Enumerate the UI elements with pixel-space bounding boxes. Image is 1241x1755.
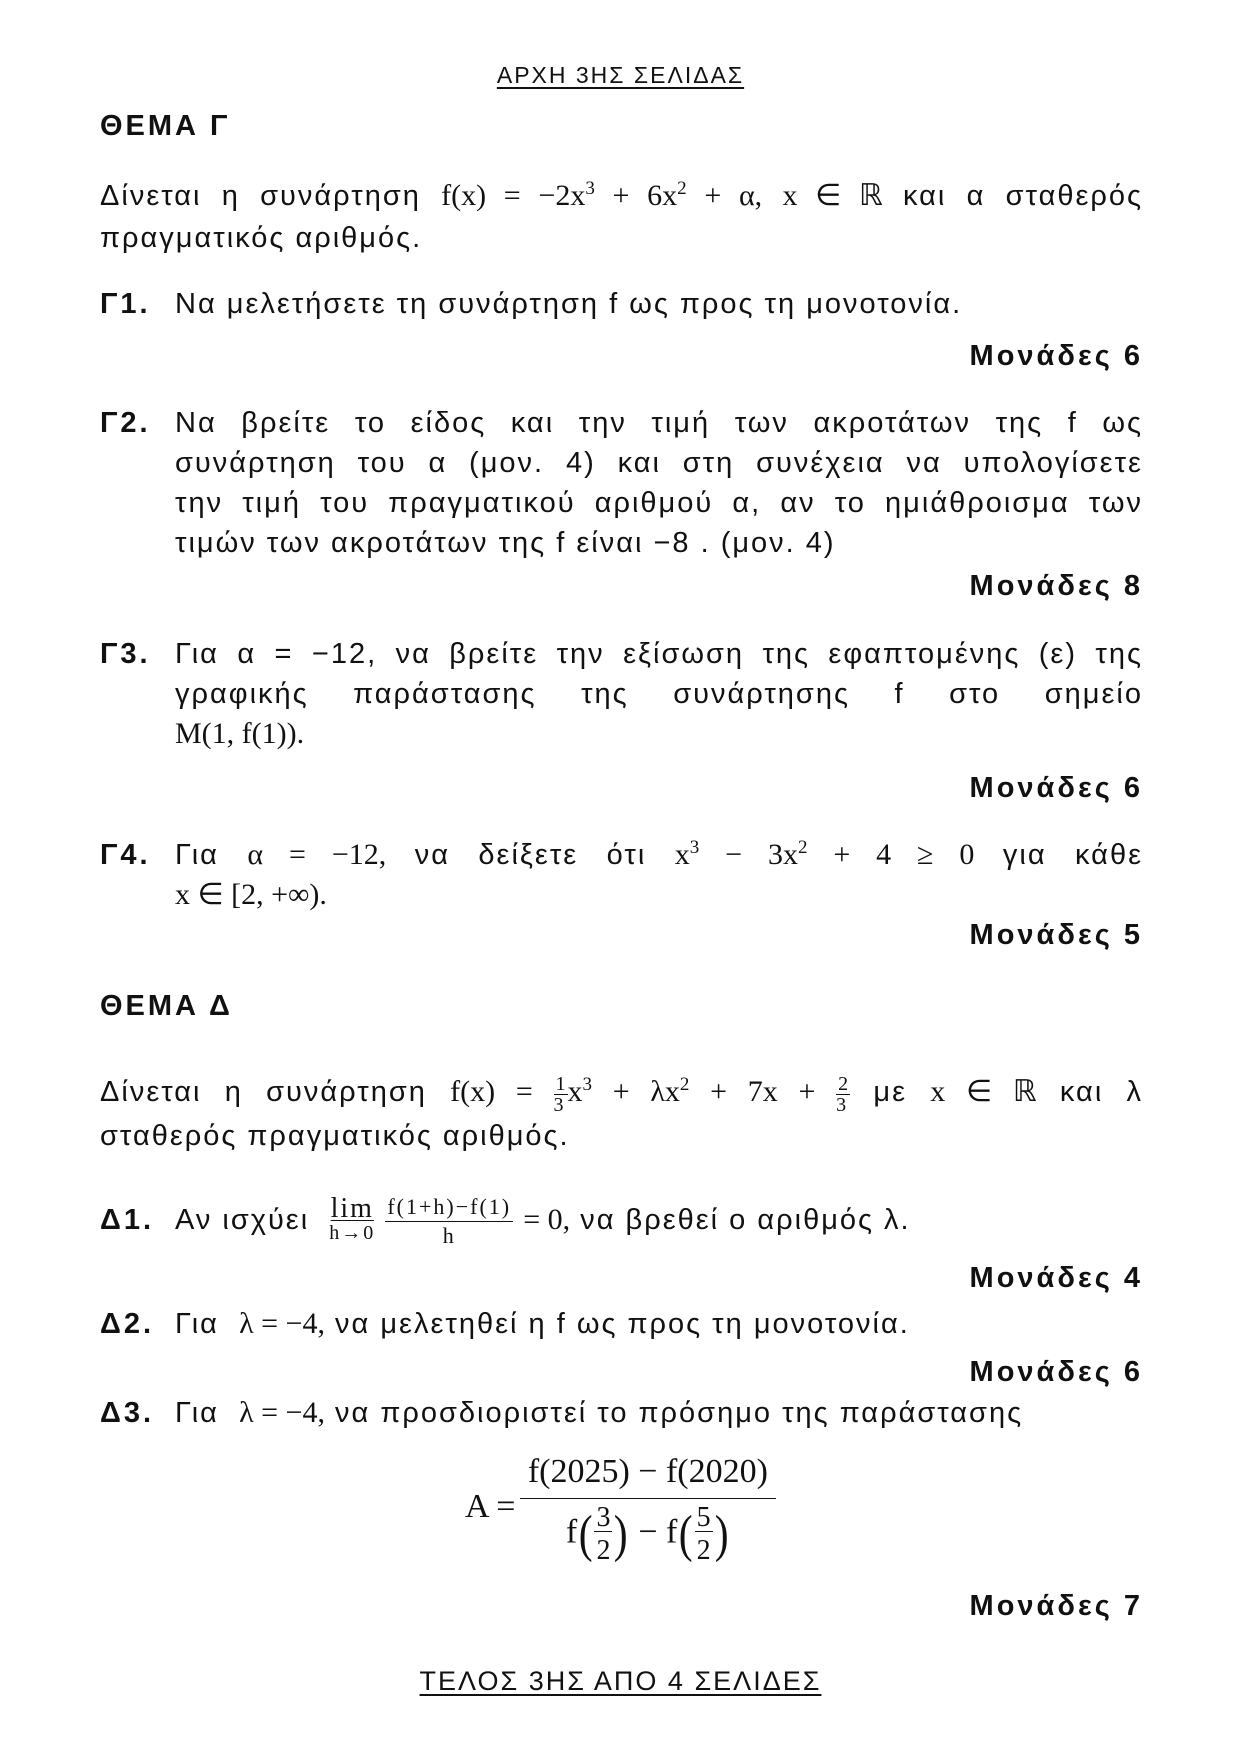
question-d2-text: Για λ = −4, να μελετηθεί η f ως προς τη μονοτονία. xyxy=(175,1307,910,1340)
question-g3-line2: γραφικής παράστασης της συνάρτησης f στο σημείο xyxy=(175,678,1143,710)
question-d2-points: Μονάδες 6 xyxy=(969,1356,1143,1388)
theme-g-intro-line1: Δίνεται η συνάρτηση $f(x) = -2x^3 + 6x^2 + \alpha$, x ∈ ℝ και α σταθερός xyxy=(100,178,1144,212)
theme-d-intro-line2: σταθερός πραγματικός αριθμός. xyxy=(100,1120,570,1152)
question-g2-line1: Να βρείτε το είδος και την τιμή των ακροτάτων της f ως xyxy=(175,407,1143,439)
question-g4-inequality: $x^3 - 3x^2 + 4 \ge 0$ xyxy=(674,837,975,871)
question-d1-text: Αν ισχύει lim h→0 $\frac{f(1+h)-f(1)}{h}$ = 0, να βρεθεί ο αριθμός λ. xyxy=(175,1193,911,1248)
question-g4-points: Μονάδες 5 xyxy=(969,919,1143,951)
question-g2-line3: την τιμή του πραγματικού αριθμού α, αν το ημιάθροισμα των xyxy=(175,487,1143,519)
page-header-text: ΑΡΧΗ 3ΗΣ ΣΕΛΙΔΑΣ xyxy=(496,62,745,88)
theme-d-intro-line1: Δίνεται η συνάρτηση f(x) = $\frac{1}{3}$ $x^3 + \lambda x^2 + 7x$ + $\frac{2}{3}$ με x ∈ ℝ και λ xyxy=(100,1072,1144,1116)
question-g1-points: Μονάδες 6 xyxy=(969,340,1143,372)
question-g3-line3: M(1, f(1)). xyxy=(175,717,305,750)
question-g3-line1: Για α = −12, να βρείτε την εξίσωση της εφαπτομένης (ε) της xyxy=(175,638,1143,670)
theme-g-function: $f(x) = -2x^3 + 6x^2 + \alpha$, xyxy=(441,178,763,212)
theme-g-title: ΘΕΜΑ Γ xyxy=(100,110,231,142)
question-d1-points: Μονάδες 4 xyxy=(969,1262,1143,1294)
theme-d-function: f(x) = $\frac{1}{3}$ $x^3 + \lambda x^2 + 7x$ + $\frac{2}{3}$ xyxy=(450,1072,849,1116)
question-g1-text: Να μελετήσετε τη συνάρτηση f ως προς τη μονοτονία. xyxy=(175,288,963,320)
difference-quotient: $\frac{f(1+h)-f(1)}{h}$ xyxy=(387,1193,512,1248)
question-g4-line1: Για α = −12, να δείξετε ότι $x^3 - 3x^2 + 4 \ge 0$ για κάθε xyxy=(175,837,1144,871)
question-g3-points: Μονάδες 6 xyxy=(969,772,1143,804)
question-d3-points: Μονάδες 7 xyxy=(969,1590,1143,1622)
page-footer-text: ΤΕΛΟΣ 3ΗΣ ΑΠΟ 4 ΣΕΛΙΔΕΣ xyxy=(419,1666,822,1696)
question-d2-label: Δ2. xyxy=(100,1308,155,1340)
question-g2-points: Μονάδες 8 xyxy=(969,570,1143,602)
question-g2-line4: τιμών των ακροτάτων της f είναι −8 . (μον. 4) xyxy=(175,527,836,559)
expression-A-denominator: f( $\frac{3}{2}$ ) − f( $\frac{5}{2}$ ) xyxy=(565,1502,729,1566)
limit-operator: lim h→0 xyxy=(329,1193,376,1245)
question-d3-text: Για λ = −4, να προσδιοριστεί το πρόσημο της παράστασης xyxy=(175,1396,1024,1429)
question-g2-label: Γ2. xyxy=(100,407,151,439)
expression-A-numerator: f(2025) − f(2020) xyxy=(520,1450,776,1499)
question-g1-label: Γ1. xyxy=(100,288,151,320)
expression-A: A = f(2025) − f(2020) f( $\frac{3}{2}$ ) − f( $\frac{5}{2}$ ) xyxy=(0,1450,1241,1564)
question-g3-label: Γ3. xyxy=(100,638,151,670)
theme-g-intro-line2: πραγματικός αριθμός. xyxy=(100,222,423,254)
question-d3-label: Δ3. xyxy=(100,1397,155,1429)
page-header xyxy=(0,62,1241,89)
question-g4-label: Γ4. xyxy=(100,839,151,871)
question-d1-label: Δ1. xyxy=(100,1204,155,1236)
theme-d-title: ΘΕΜΑ Δ xyxy=(100,990,233,1022)
question-g4-line2: x ∈ [2, +∞). xyxy=(175,878,327,911)
expression-A-fraction xyxy=(520,1450,776,1564)
question-g2-line2: συνάρτηση του α (μον. 4) και στη συνέχεια να υπολογίσετε xyxy=(175,447,1143,479)
page-footer xyxy=(0,1666,1241,1697)
